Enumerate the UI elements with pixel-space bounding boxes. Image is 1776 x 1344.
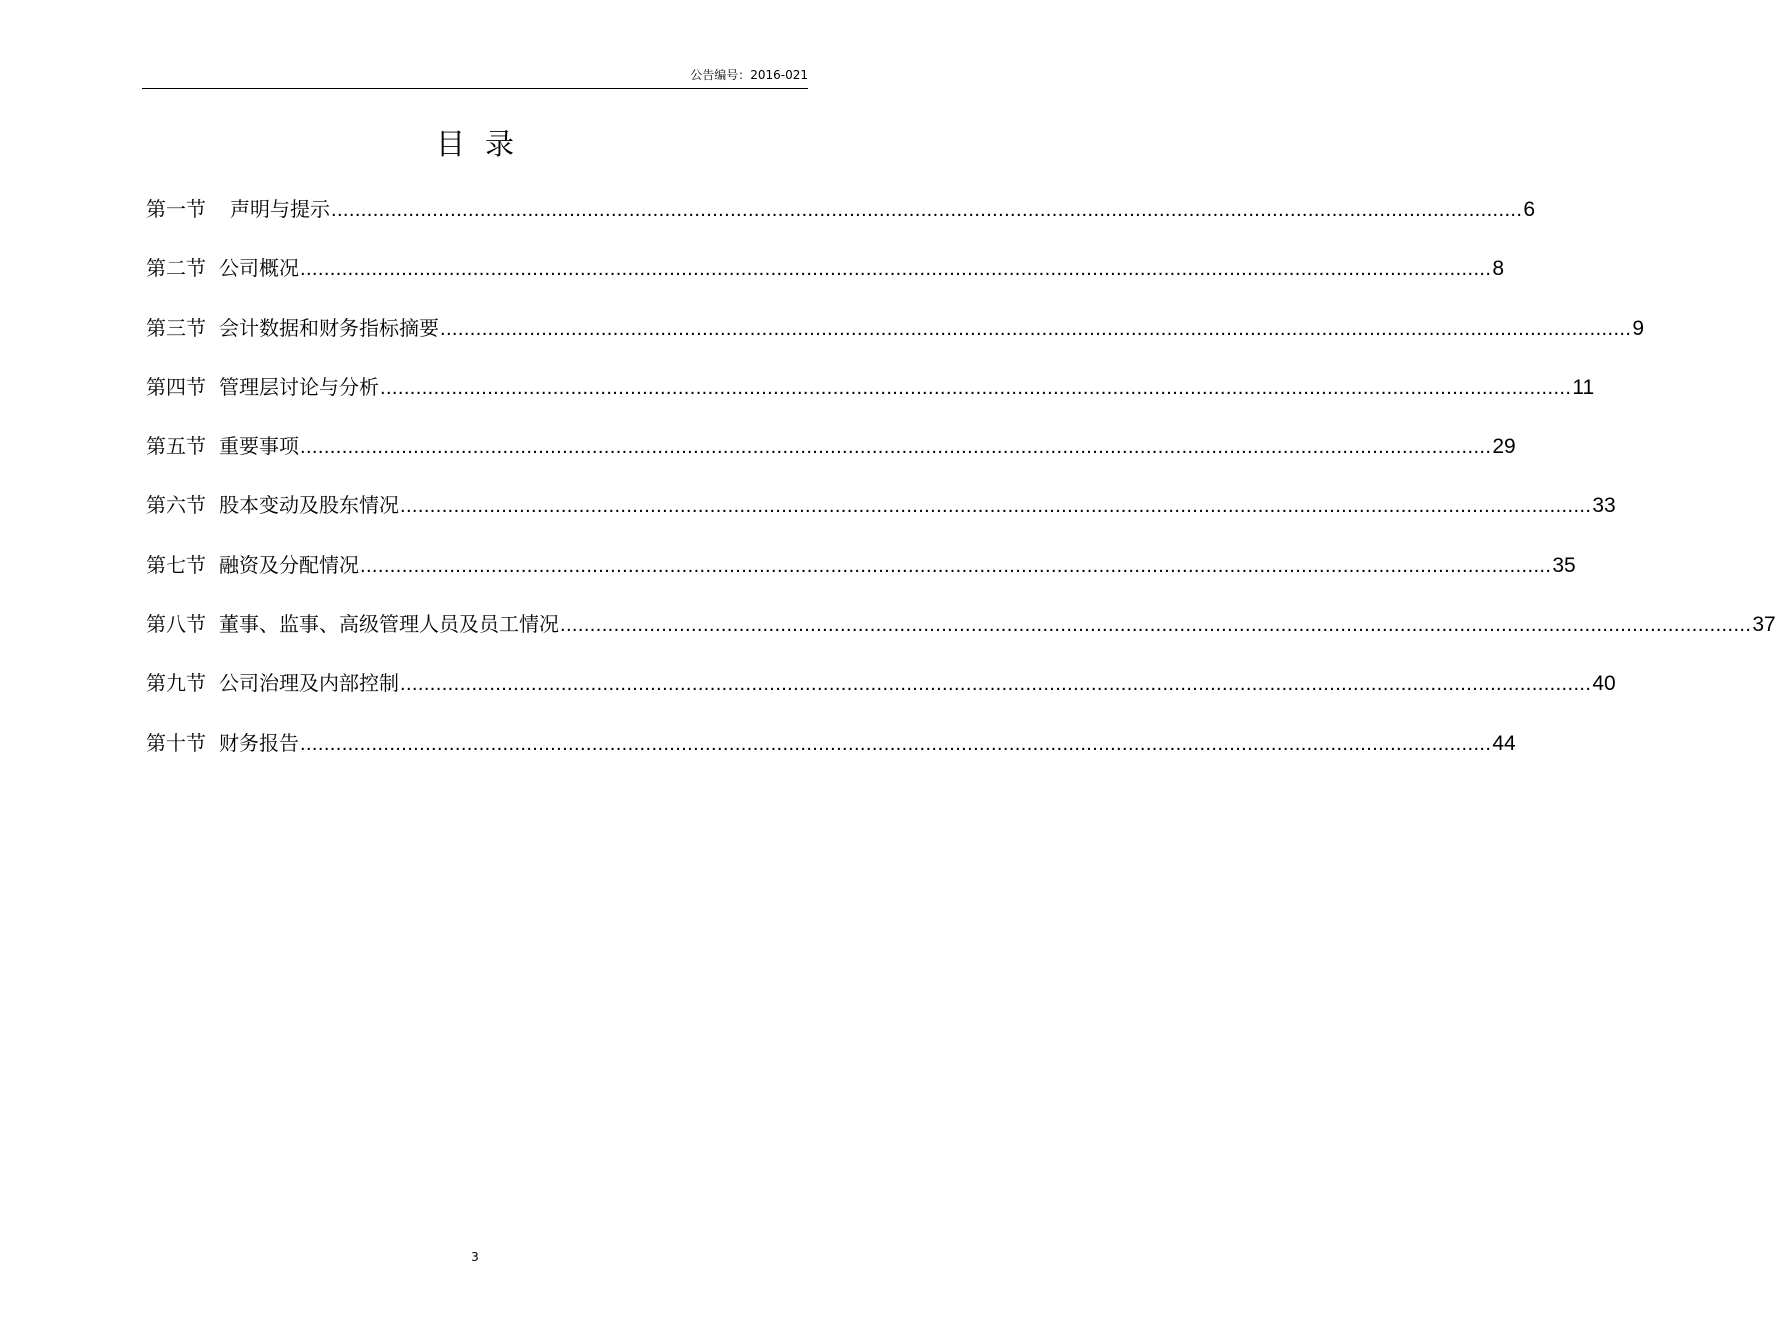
toc-section-title: 公司概况 bbox=[219, 256, 299, 281]
toc-section-title: 融资及分配情况 bbox=[219, 552, 359, 577]
toc-entry[interactable] bbox=[146, 727, 1516, 786]
toc-entry[interactable] bbox=[146, 549, 1576, 608]
toc-entry[interactable] bbox=[146, 312, 1645, 371]
toc-section-number: 第六节 bbox=[146, 493, 206, 518]
toc-section-title: 公司治理及内部控制 bbox=[219, 671, 399, 696]
toc-entry[interactable] bbox=[146, 667, 1616, 726]
page-footer bbox=[0, 1248, 950, 1266]
page-header bbox=[142, 66, 808, 89]
toc-section-number: 第十节 bbox=[146, 730, 206, 755]
toc-page-number: 33 bbox=[1592, 494, 1616, 518]
table-of-contents bbox=[146, 193, 1776, 786]
toc-section-number: 第四节 bbox=[146, 374, 206, 399]
toc-page-number: 37 bbox=[1752, 613, 1776, 637]
toc-page-number: 40 bbox=[1592, 672, 1616, 696]
toc-page-number: 6 bbox=[1523, 198, 1536, 221]
toc-section-number: 第五节 bbox=[146, 434, 206, 459]
toc-section-number: 第一节 bbox=[146, 197, 206, 221]
toc-entry[interactable] bbox=[146, 608, 1776, 667]
toc-page-number: 44 bbox=[1492, 731, 1516, 755]
toc-page-number: 8 bbox=[1492, 257, 1505, 281]
toc-page-number: 35 bbox=[1552, 553, 1576, 577]
toc-section-title: 股本变动及股东情况 bbox=[219, 493, 399, 518]
toc-section-title: 董事、监事、高级管理人员及员工情况 bbox=[219, 612, 559, 637]
toc-dot-leader: ........................................................................................................................................................................................................ bbox=[331, 199, 1523, 221]
toc-dot-leader: ........................................................................................................................................................................................................ bbox=[380, 376, 1572, 399]
toc-entry[interactable] bbox=[146, 371, 1595, 430]
toc-entry[interactable] bbox=[146, 252, 1505, 311]
toc-entry[interactable] bbox=[146, 193, 1536, 252]
toc-page-number: 9 bbox=[1632, 316, 1645, 340]
page-title: 目录 bbox=[435, 127, 534, 161]
toc-page-number: 29 bbox=[1492, 435, 1516, 459]
toc-dot-leader: ........................................................................................................................................................................................................ bbox=[300, 732, 1492, 755]
toc-section-title: 会计数据和财务指标摘要 bbox=[219, 315, 439, 340]
toc-section-title: 财务报告 bbox=[219, 730, 299, 755]
toc-dot-leader: ........................................................................................................................................................................................................ bbox=[300, 258, 1492, 281]
toc-dot-leader: ........................................................................................................................................................................................................ bbox=[560, 614, 1752, 637]
toc-section-number: 第七节 bbox=[146, 552, 206, 577]
toc-dot-leader: ........................................................................................................................................................................................................ bbox=[400, 495, 1592, 518]
toc-entry[interactable] bbox=[146, 430, 1516, 489]
toc-entry[interactable] bbox=[146, 489, 1616, 548]
toc-page-number: 11 bbox=[1572, 375, 1595, 399]
toc-section-number: 第三节 bbox=[146, 315, 206, 340]
toc-section-title: 重要事项 bbox=[219, 434, 299, 459]
toc-section-number: 第二节 bbox=[146, 256, 206, 281]
toc-dot-leader: ........................................................................................................................................................................................................ bbox=[360, 554, 1552, 577]
toc-section-title: 管理层讨论与分析 bbox=[219, 374, 379, 399]
toc-section-title: 声明与提示 bbox=[230, 197, 330, 221]
toc-dot-leader: ........................................................................................................................................................................................................ bbox=[400, 673, 1592, 696]
page-number: 3 bbox=[471, 1250, 479, 1264]
toc-section-number: 第八节 bbox=[146, 612, 206, 637]
announcement-number: 公告编号：2016-021 bbox=[690, 68, 808, 82]
toc-dot-leader: ........................................................................................................................................................................................................ bbox=[300, 436, 1492, 459]
toc-dot-leader: ........................................................................................................................................................................................................ bbox=[440, 317, 1632, 340]
toc-section-number: 第九节 bbox=[146, 671, 206, 696]
